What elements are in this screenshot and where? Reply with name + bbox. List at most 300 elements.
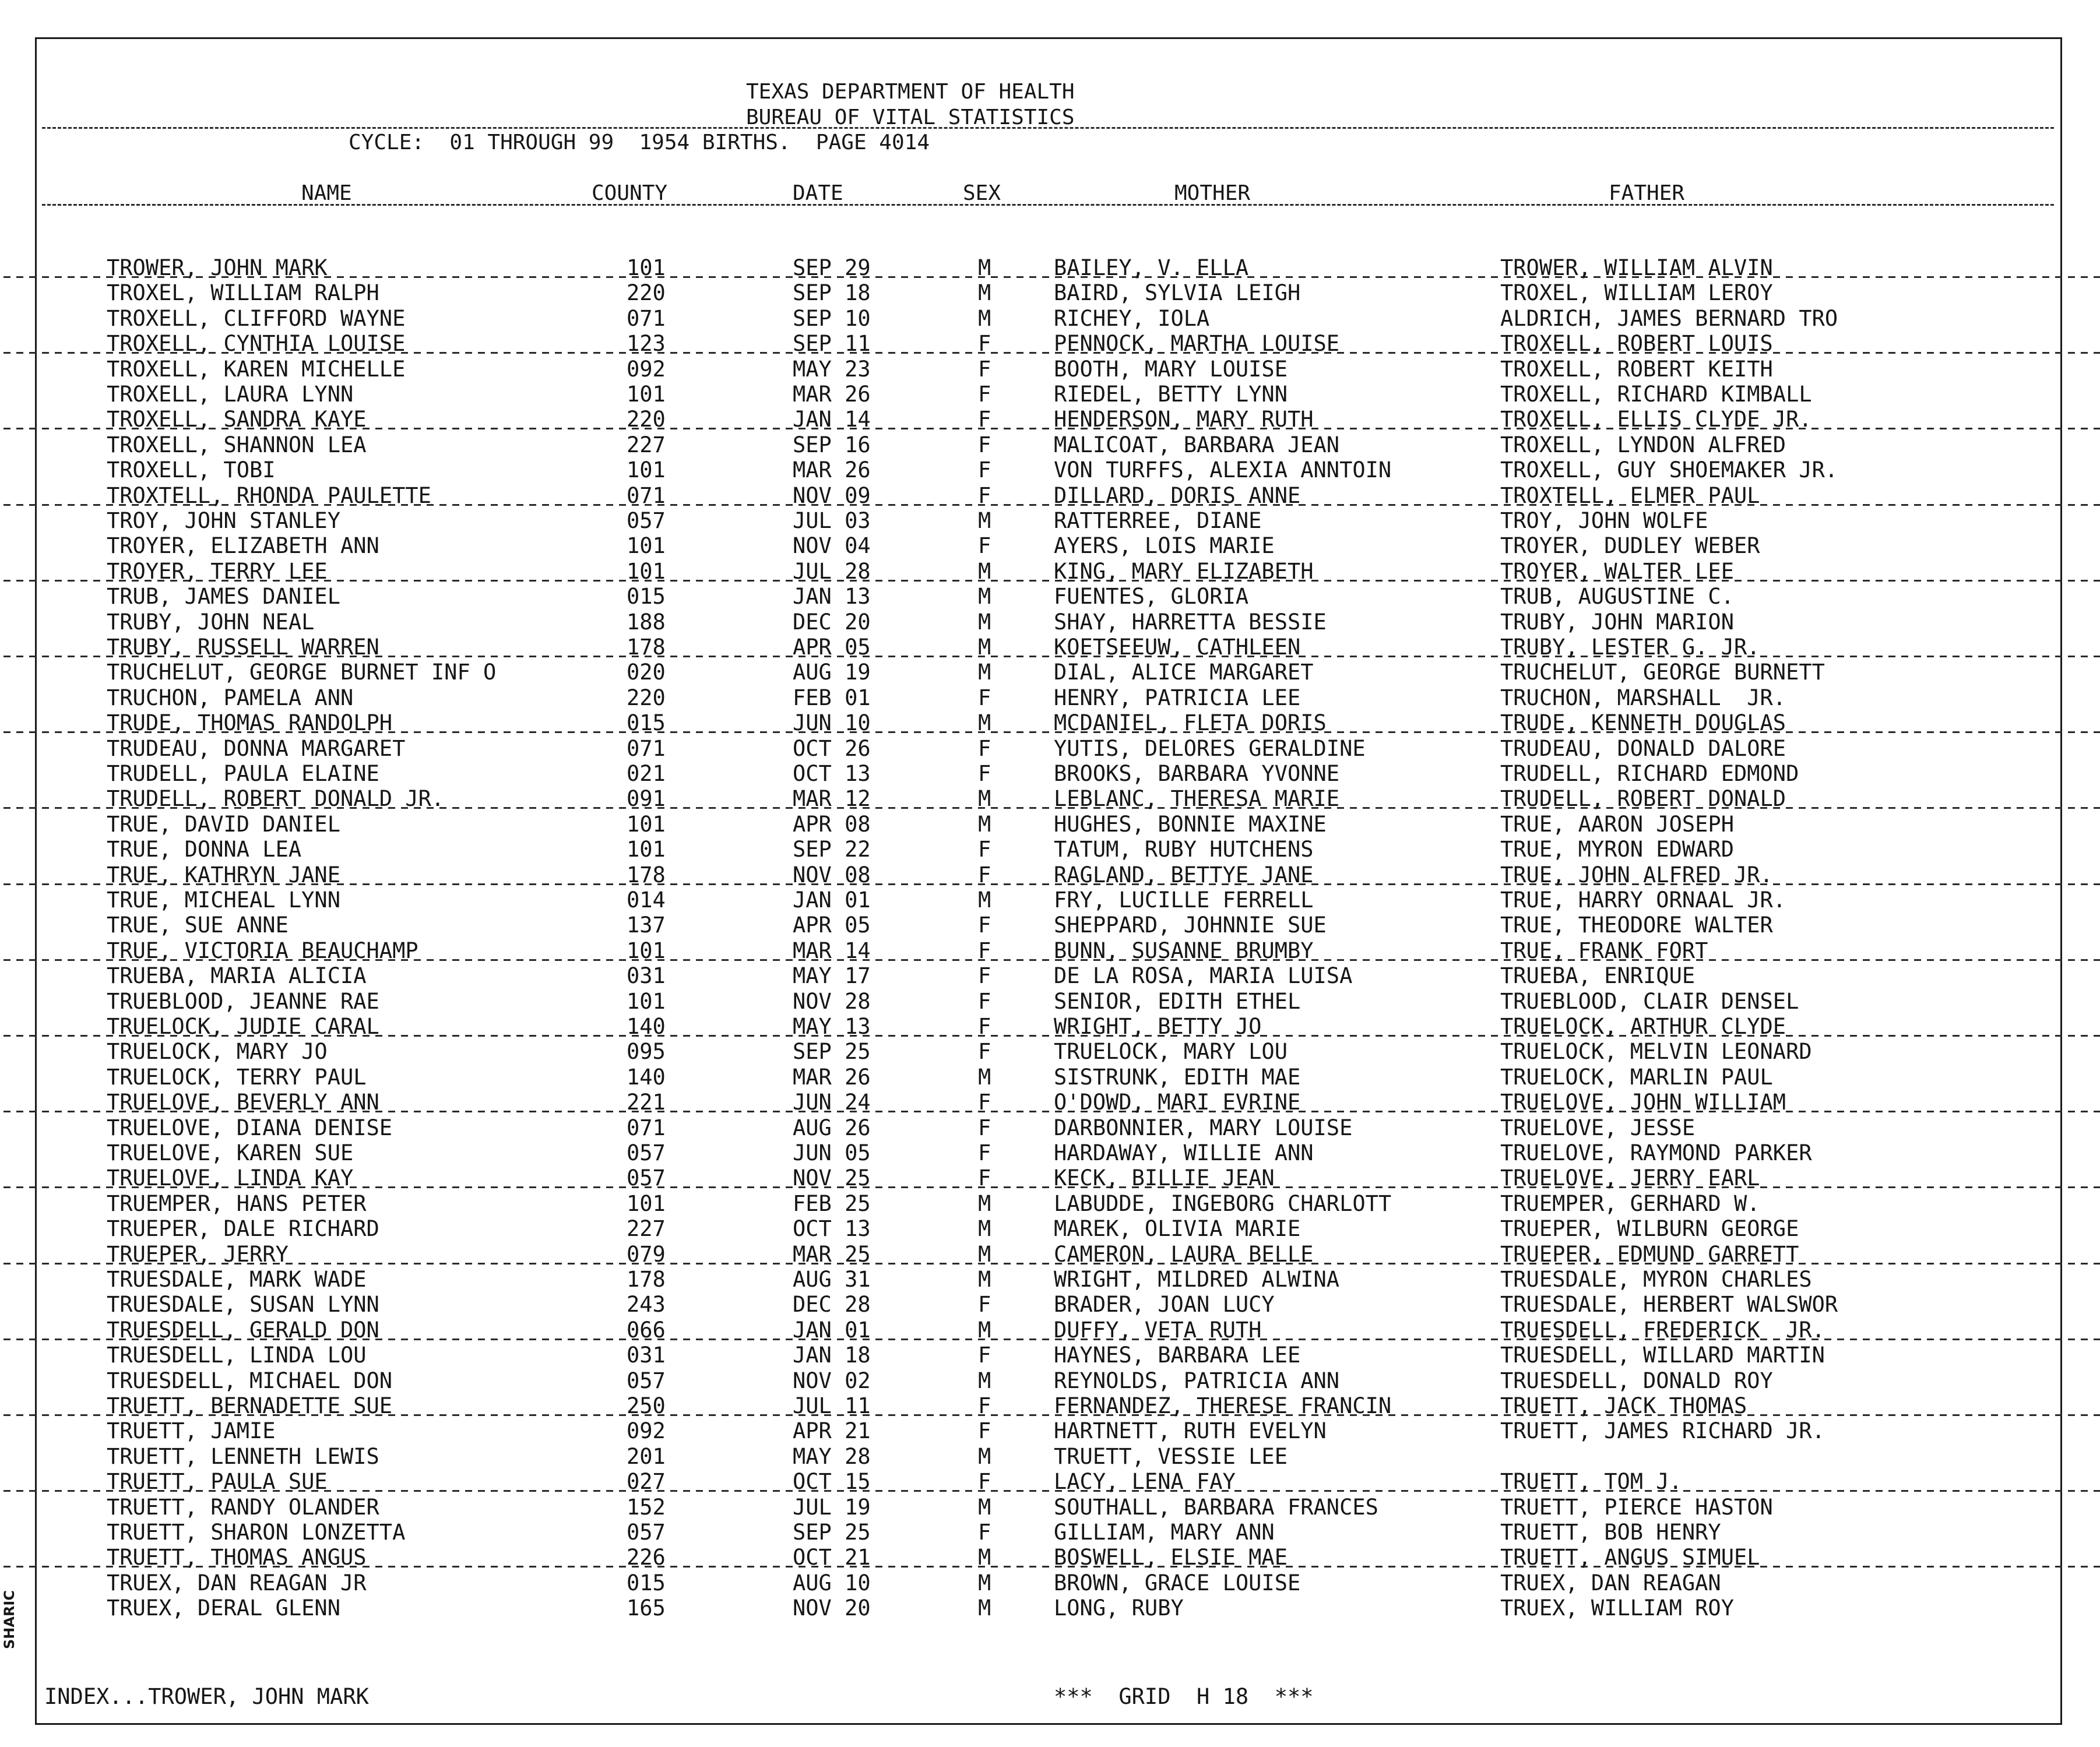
cell-county: 101	[627, 533, 666, 559]
cell-county: 091	[627, 786, 666, 812]
cell-father: TROYER, WALTER LEE	[1500, 558, 1734, 584]
cell-county: 057	[627, 1165, 666, 1191]
cell-sex: M	[978, 710, 991, 736]
cell-county: 071	[627, 305, 666, 331]
table-row	[0, 280, 2100, 305]
cell-name: TRUDELL, ROBERT DONALD JR.	[107, 786, 445, 812]
cell-date: JAN 01	[793, 1317, 871, 1343]
cell-county: 092	[627, 1418, 666, 1444]
cell-mother: KING, MARY ELIZABETH	[1054, 558, 1314, 584]
cell-mother: REYNOLDS, PATRICIA ANN	[1054, 1368, 1340, 1393]
cell-name: TRUETT, BERNADETTE SUE	[107, 1393, 393, 1418]
table-row	[0, 862, 2100, 887]
cell-date: AUG 19	[793, 660, 871, 685]
cell-sex: F	[978, 1165, 991, 1191]
cell-name: TRUETT, PAULA SUE	[107, 1469, 328, 1495]
cell-mother: BAILEY, V. ELLA	[1054, 255, 1249, 280]
cell-father: TRUETT, TOM J.	[1500, 1469, 1682, 1495]
table-row	[0, 1444, 2100, 1469]
cell-father: TROWER, WILLIAM ALVIN	[1500, 255, 1773, 280]
cell-father: TRUDELL, RICHARD EDMOND	[1500, 761, 1799, 786]
cell-county: 101	[627, 382, 666, 407]
cell-county: 250	[627, 1393, 666, 1418]
cell-county: 101	[627, 255, 666, 280]
table-row	[0, 1418, 2100, 1443]
cell-mother: WRIGHT, MILDRED ALWINA	[1054, 1267, 1340, 1292]
cell-sex: M	[978, 1241, 991, 1267]
cell-father: TROXELL, ROBERT LOUIS	[1500, 331, 1773, 357]
cell-mother: DARBONNIER, MARY LOUISE	[1054, 1115, 1353, 1140]
cell-father: TROXTELL, ELMER PAUL	[1500, 482, 1760, 508]
cell-father: TRUELOCK, MARLIN PAUL	[1500, 1064, 1773, 1090]
cell-sex: M	[978, 305, 991, 331]
table-row	[0, 457, 2100, 482]
cell-date: AUG 31	[793, 1267, 871, 1292]
table-row	[0, 1520, 2100, 1545]
cell-sex: F	[978, 482, 991, 508]
cell-sex: F	[978, 432, 991, 457]
cell-county: 015	[627, 710, 666, 736]
cell-father: TRUEBLOOD, CLAIR DENSEL	[1500, 988, 1799, 1014]
cell-date: APR 05	[793, 635, 871, 660]
cell-sex: M	[978, 584, 991, 610]
cell-date: OCT 21	[793, 1545, 871, 1570]
cell-date: SEP 10	[793, 305, 871, 331]
cell-father: TRUDEAU, DONALD DALORE	[1500, 735, 1786, 761]
column-header-divider	[42, 204, 2054, 206]
cell-date: DEC 28	[793, 1292, 871, 1318]
cell-date: JUN 05	[793, 1140, 871, 1165]
cell-mother: TATUM, RUBY HUTCHENS	[1054, 837, 1314, 862]
header-bureau: BUREAU OF VITAL STATISTICS	[746, 105, 1075, 129]
cell-date: SEP 25	[793, 1520, 871, 1545]
cell-name: TRUESDALE, MARK WADE	[107, 1267, 367, 1292]
cell-date: NOV 02	[793, 1368, 871, 1393]
cell-father: TRUDELL, ROBERT DONALD	[1500, 786, 1786, 812]
cell-mother: DUFFY, VETA RUTH	[1054, 1317, 1262, 1343]
cell-date: AUG 26	[793, 1115, 871, 1140]
column-header-father: FATHER	[1609, 181, 1685, 205]
cell-mother: SHEPPARD, JOHNNIE SUE	[1054, 913, 1327, 938]
cell-mother: LABUDDE, INGEBORG CHARLOTT	[1054, 1191, 1392, 1216]
cell-father: TRUELOCK, MELVIN LEONARD	[1500, 1039, 1812, 1065]
cell-father: TRUETT, ANGUS SIMUEL	[1500, 1545, 1760, 1570]
table-row	[0, 610, 2100, 635]
cell-father: TROYER, DUDLEY WEBER	[1500, 533, 1760, 559]
cell-date: JUL 11	[793, 1393, 871, 1418]
cell-sex: M	[978, 558, 991, 584]
cell-mother: MAREK, OLIVIA MARIE	[1054, 1216, 1301, 1242]
cell-father: TRUB, AUGUSTINE C.	[1500, 584, 1734, 610]
cell-name: TRUESDELL, LINDA LOU	[107, 1343, 367, 1368]
cell-county: 079	[627, 1241, 666, 1267]
cell-county: 137	[627, 913, 666, 938]
cell-mother: DILLARD, DORIS ANNE	[1054, 482, 1301, 508]
cell-date: SEP 18	[793, 280, 871, 306]
cell-name: TROXELL, KAREN MICHELLE	[107, 356, 406, 382]
cell-sex: M	[978, 1064, 991, 1090]
cell-county: 057	[627, 1520, 666, 1545]
cell-date: MAY 28	[793, 1443, 871, 1469]
cell-father: TRUE, MYRON EDWARD	[1500, 837, 1734, 862]
cell-mother: FUENTES, GLORIA	[1054, 584, 1249, 610]
cell-sex: F	[978, 1469, 991, 1495]
table-row	[0, 989, 2100, 1014]
cell-county: 221	[627, 1090, 666, 1115]
cell-name: TRUETT, LENNETH LEWIS	[107, 1443, 379, 1469]
cell-mother: BOSWELL, ELSIE MAE	[1054, 1545, 1288, 1570]
cell-father: TRUEX, DAN REAGAN	[1500, 1570, 1721, 1595]
cell-sex: F	[978, 685, 991, 710]
table-row	[0, 508, 2100, 533]
column-header-date: DATE	[793, 181, 843, 205]
cell-sex: F	[978, 837, 991, 862]
cell-father: TRUETT, BOB HENRY	[1500, 1520, 1721, 1545]
cell-county: 020	[627, 660, 666, 685]
cell-father: ALDRICH, JAMES BERNARD TRO	[1500, 305, 1838, 331]
cell-sex: M	[978, 1267, 991, 1292]
cell-county: 015	[627, 1570, 666, 1595]
cell-county: 027	[627, 1469, 666, 1495]
cell-mother: BOOTH, MARY LOUISE	[1054, 356, 1288, 382]
cell-father: TROXELL, ROBERT KEITH	[1500, 356, 1773, 382]
cell-name: TROYER, ELIZABETH ANN	[107, 533, 379, 559]
cell-sex: M	[978, 609, 991, 635]
table-row	[0, 1393, 2100, 1418]
cell-name: TROXEL, WILLIAM RALPH	[107, 280, 379, 306]
cell-county: 140	[627, 1014, 666, 1039]
cell-sex: F	[978, 913, 991, 938]
table-row	[0, 357, 2100, 382]
cell-county: 178	[627, 635, 666, 660]
cell-sex: M	[978, 786, 991, 812]
cell-county: 095	[627, 1039, 666, 1065]
cell-mother: SOUTHALL, BARBARA FRANCES	[1054, 1494, 1378, 1520]
cell-date: OCT 13	[793, 1216, 871, 1242]
table-row	[0, 837, 2100, 862]
header-divider-top	[42, 127, 2054, 129]
table-row	[0, 1165, 2100, 1191]
cell-sex: F	[978, 963, 991, 989]
cell-sex: M	[978, 1545, 991, 1570]
table-row	[0, 331, 2100, 356]
cell-sex: F	[978, 988, 991, 1014]
cell-mother: SISTRUNK, EDITH MAE	[1054, 1064, 1301, 1090]
cell-date: NOV 20	[793, 1595, 871, 1621]
cell-county: 220	[627, 685, 666, 710]
cell-name: TRUCHON, PAMELA ANN	[107, 685, 354, 710]
cell-name: TRUDEAU, DONNA MARGARET	[107, 735, 406, 761]
cell-county: 066	[627, 1317, 666, 1343]
cell-county: 220	[627, 407, 666, 432]
cell-date: JUN 10	[793, 710, 871, 736]
table-row	[0, 1267, 2100, 1292]
cell-name: TRUDELL, PAULA ELAINE	[107, 761, 379, 786]
cell-sex: M	[978, 1570, 991, 1595]
cell-father: TRUEMPER, GERHARD W.	[1500, 1191, 1760, 1216]
cell-name: TRUELOCK, JUDIE CARAL	[107, 1014, 379, 1039]
cell-county: 227	[627, 1216, 666, 1242]
cell-sex: F	[978, 382, 991, 407]
cell-name: TRUELOVE, BEVERLY ANN	[107, 1090, 379, 1115]
cell-date: JAN 01	[793, 887, 871, 913]
cell-date: MAR 26	[793, 382, 871, 407]
header-department: TEXAS DEPARTMENT OF HEALTH	[746, 80, 1075, 104]
cell-mother: VON TURFFS, ALEXIA ANNTOIN	[1054, 457, 1392, 483]
cell-name: TRUDE, THOMAS RANDOLPH	[107, 710, 393, 736]
cell-county: 101	[627, 938, 666, 963]
cell-county: 101	[627, 811, 666, 837]
cell-name: TRUEMPER, HANS PETER	[107, 1191, 367, 1216]
cell-mother: SENIOR, EDITH ETHEL	[1054, 988, 1301, 1014]
cell-sex: M	[978, 887, 991, 913]
table-row	[0, 533, 2100, 558]
cell-sex: F	[978, 457, 991, 483]
cell-name: TROXTELL, RHONDA PAULETTE	[107, 482, 431, 508]
cell-name: TRUEX, DAN REAGAN JR	[107, 1570, 367, 1595]
cell-father: TRUCHON, MARSHALL JR.	[1500, 685, 1786, 710]
cell-sex: M	[978, 280, 991, 306]
cell-mother: BROOKS, BARBARA YVONNE	[1054, 761, 1340, 786]
side-label: SHARIC	[1, 1590, 17, 1649]
cell-mother: HENDERSON, MARY RUTH	[1054, 407, 1314, 432]
cell-name: TROWER, JOHN MARK	[107, 255, 328, 280]
cell-father: TRUBY, JOHN MARION	[1500, 609, 1734, 635]
table-row	[0, 1495, 2100, 1520]
cell-sex: F	[978, 938, 991, 963]
table-row	[0, 710, 2100, 735]
table-row	[0, 660, 2100, 685]
cell-date: JAN 18	[793, 1343, 871, 1368]
cell-father: TRUELOVE, JESSE	[1500, 1115, 1696, 1140]
cell-county: 071	[627, 1115, 666, 1140]
cell-name: TRUEBLOOD, JEANNE RAE	[107, 988, 379, 1014]
cell-name: TRUESDALE, SUSAN LYNN	[107, 1292, 379, 1318]
table-row	[0, 1545, 2100, 1570]
cell-mother: BAIRD, SYLVIA LEIGH	[1054, 280, 1301, 306]
cell-date: OCT 26	[793, 735, 871, 761]
cell-sex: F	[978, 1292, 991, 1318]
cell-mother: KOETSEEUW, CATHLEEN	[1054, 635, 1301, 660]
cell-county: 101	[627, 1191, 666, 1216]
cell-mother: RICHEY, IOLA	[1054, 305, 1210, 331]
cell-date: JUL 28	[793, 558, 871, 584]
table-row	[0, 963, 2100, 988]
cell-county: 031	[627, 1343, 666, 1368]
cell-mother: TRUETT, VESSIE LEE	[1054, 1443, 1288, 1469]
table-row	[0, 483, 2100, 508]
cell-date: SEP 11	[793, 331, 871, 357]
cell-sex: F	[978, 1039, 991, 1065]
cell-mother: LONG, RUBY	[1054, 1595, 1184, 1621]
footer-grid: *** GRID H 18 ***	[1054, 1684, 1314, 1709]
cell-date: NOV 04	[793, 533, 871, 559]
cell-father: TRUE, AARON JOSEPH	[1500, 811, 1734, 837]
cell-mother: BROWN, GRACE LOUISE	[1054, 1570, 1301, 1595]
cell-sex: F	[978, 356, 991, 382]
cell-sex: F	[978, 862, 991, 887]
cell-name: TROXELL, CLIFFORD WAYNE	[107, 305, 406, 331]
cell-father: TRUETT, PIERCE HASTON	[1500, 1494, 1773, 1520]
cell-date: JAN 13	[793, 584, 871, 610]
table-row	[0, 1090, 2100, 1115]
cell-sex: M	[978, 1443, 991, 1469]
cell-father: TROXEL, WILLIAM LEROY	[1500, 280, 1773, 306]
cell-name: TRUELOCK, MARY JO	[107, 1039, 328, 1065]
cell-county: 057	[627, 1140, 666, 1165]
table-row	[0, 1191, 2100, 1216]
cell-father: TROXELL, GUY SHOEMAKER JR.	[1500, 457, 1838, 483]
cell-name: TRUCHELUT, GEORGE BURNET INF O	[107, 660, 497, 685]
cell-father: TRUCHELUT, GEORGE BURNETT	[1500, 660, 1825, 685]
cell-date: APR 05	[793, 913, 871, 938]
cell-name: TRUE, SUE ANNE	[107, 913, 289, 938]
cell-sex: F	[978, 1140, 991, 1165]
cell-date: MAR 25	[793, 1241, 871, 1267]
cell-name: TRUE, VICTORIA BEAUCHAMP	[107, 938, 418, 963]
cell-name: TRUBY, JOHN NEAL	[107, 609, 315, 635]
table-row	[0, 736, 2100, 761]
cell-mother: YUTIS, DELORES GERALDINE	[1054, 735, 1366, 761]
cell-father: TRUETT, JAMES RICHARD JR.	[1500, 1418, 1825, 1444]
cell-mother: SHAY, HARRETTA BESSIE	[1054, 609, 1327, 635]
cell-father: TRUE, THEODORE WALTER	[1500, 913, 1773, 938]
cell-sex: F	[978, 1393, 991, 1418]
cell-name: TROXELL, CYNTHIA LOUISE	[107, 331, 406, 357]
cell-mother: O'DOWD, MARI EVRINE	[1054, 1090, 1301, 1115]
header-cycle: CYCLE: 01 THROUGH 99 1954 BIRTHS. PAGE 4014	[349, 131, 930, 154]
cell-county: 101	[627, 457, 666, 483]
cell-date: SEP 16	[793, 432, 871, 457]
cell-mother: HARTNETT, RUTH EVELYN	[1054, 1418, 1327, 1444]
table-row	[0, 812, 2100, 837]
cell-sex: F	[978, 1115, 991, 1140]
cell-mother: MALICOAT, BARBARA JEAN	[1054, 432, 1340, 457]
cell-county: 140	[627, 1064, 666, 1090]
cell-father: TRUELOCK, ARTHUR CLYDE	[1500, 1014, 1786, 1039]
cell-mother: HARDAWAY, WILLIE ANN	[1054, 1140, 1314, 1165]
cell-name: TROXELL, SANDRA KAYE	[107, 407, 367, 432]
cell-sex: F	[978, 533, 991, 559]
cell-mother: HAYNES, BARBARA LEE	[1054, 1343, 1301, 1368]
cell-mother: AYERS, LOIS MARIE	[1054, 533, 1275, 559]
cell-sex: M	[978, 1595, 991, 1621]
column-header-sex: SEX	[963, 181, 1001, 205]
cell-mother: RATTERREE, DIANE	[1054, 508, 1262, 533]
table-row	[0, 1115, 2100, 1140]
cell-name: TRUETT, SHARON LONZETTA	[107, 1520, 406, 1545]
cell-father: TRUEPER, EDMUND GARRETT	[1500, 1241, 1799, 1267]
cell-date: MAY 23	[793, 356, 871, 382]
cell-date: DEC 20	[793, 609, 871, 635]
table-row	[0, 432, 2100, 457]
cell-name: TROY, JOHN STANLEY	[107, 508, 340, 533]
cell-date: SEP 25	[793, 1039, 871, 1065]
cell-date: APR 08	[793, 811, 871, 837]
cell-name: TRUELOCK, TERRY PAUL	[107, 1064, 367, 1090]
cell-mother: LACY, LENA FAY	[1054, 1469, 1236, 1495]
table-row	[0, 382, 2100, 407]
column-header-mother: MOTHER	[1174, 181, 1251, 205]
cell-father: TROXELL, ELLIS CLYDE JR.	[1500, 407, 1812, 432]
cell-name: TRUESDELL, GERALD DON	[107, 1317, 379, 1343]
cell-county: 123	[627, 331, 666, 357]
cell-sex: F	[978, 407, 991, 432]
cell-father: TRUE, JOHN ALFRED JR.	[1500, 862, 1773, 887]
cell-county: 178	[627, 1267, 666, 1292]
cell-father: TROXELL, RICHARD KIMBALL	[1500, 382, 1812, 407]
table-row	[0, 559, 2100, 584]
table-row	[0, 584, 2100, 609]
cell-mother: GILLIAM, MARY ANN	[1054, 1520, 1275, 1545]
cell-name: TRUELOVE, LINDA KAY	[107, 1165, 354, 1191]
cell-sex: F	[978, 761, 991, 786]
table-row	[0, 913, 2100, 938]
cell-date: NOV 09	[793, 482, 871, 508]
cell-county: 101	[627, 988, 666, 1014]
cell-date: JUL 03	[793, 508, 871, 533]
cell-father: TRUETT, JACK THOMAS	[1500, 1393, 1747, 1418]
cell-sex: M	[978, 1494, 991, 1520]
cell-name: TRUETT, JAMIE	[107, 1418, 276, 1444]
cell-name: TRUB, JAMES DANIEL	[107, 584, 340, 610]
cell-father: TRUELOVE, RAYMOND PARKER	[1500, 1140, 1812, 1165]
table-row	[0, 1292, 2100, 1317]
cell-mother: HENRY, PATRICIA LEE	[1054, 685, 1301, 710]
cell-mother: BUNN, SUSANNE BRUMBY	[1054, 938, 1314, 963]
cell-date: MAR 26	[793, 1064, 871, 1090]
cell-sex: F	[978, 1520, 991, 1545]
table-row	[0, 407, 2100, 432]
cell-county: 243	[627, 1292, 666, 1318]
cell-date: OCT 13	[793, 761, 871, 786]
table-row	[0, 255, 2100, 280]
cell-date: NOV 28	[793, 988, 871, 1014]
cell-county: 152	[627, 1494, 666, 1520]
cell-sex: M	[978, 660, 991, 685]
cell-date: NOV 08	[793, 862, 871, 887]
table-row	[0, 1242, 2100, 1267]
cell-name: TRUE, KATHRYN JANE	[107, 862, 340, 887]
cell-mother: MCDANIEL, FLETA DORIS	[1054, 710, 1327, 736]
cell-father: TRUDE, KENNETH DOUGLAS	[1500, 710, 1786, 736]
cell-county: 101	[627, 837, 666, 862]
table-row	[0, 685, 2100, 710]
cell-sex: F	[978, 1090, 991, 1115]
cell-sex: M	[978, 1216, 991, 1242]
cell-name: TROXELL, LAURA LYNN	[107, 382, 354, 407]
footer-index: INDEX...TROWER, JOHN MARK	[44, 1684, 369, 1709]
cell-county: 101	[627, 558, 666, 584]
table-row	[0, 1318, 2100, 1343]
cell-sex: F	[978, 1014, 991, 1039]
cell-county: 014	[627, 887, 666, 913]
table-row	[0, 887, 2100, 913]
table-row	[0, 1570, 2100, 1595]
cell-name: TRUEPER, DALE RICHARD	[107, 1216, 379, 1242]
cell-mother: LEBLANC, THERESA MARIE	[1054, 786, 1340, 812]
cell-county: 188	[627, 609, 666, 635]
table-row	[0, 1343, 2100, 1368]
cell-mother: KECK, BILLIE JEAN	[1054, 1165, 1275, 1191]
cell-name: TRUE, DONNA LEA	[107, 837, 302, 862]
column-header-name: NAME	[301, 181, 352, 205]
cell-mother: BRADER, JOAN LUCY	[1054, 1292, 1275, 1318]
cell-date: MAY 13	[793, 1014, 871, 1039]
cell-date: NOV 25	[793, 1165, 871, 1191]
cell-father: TRUESDELL, DONALD ROY	[1500, 1368, 1773, 1393]
cell-date: MAR 26	[793, 457, 871, 483]
